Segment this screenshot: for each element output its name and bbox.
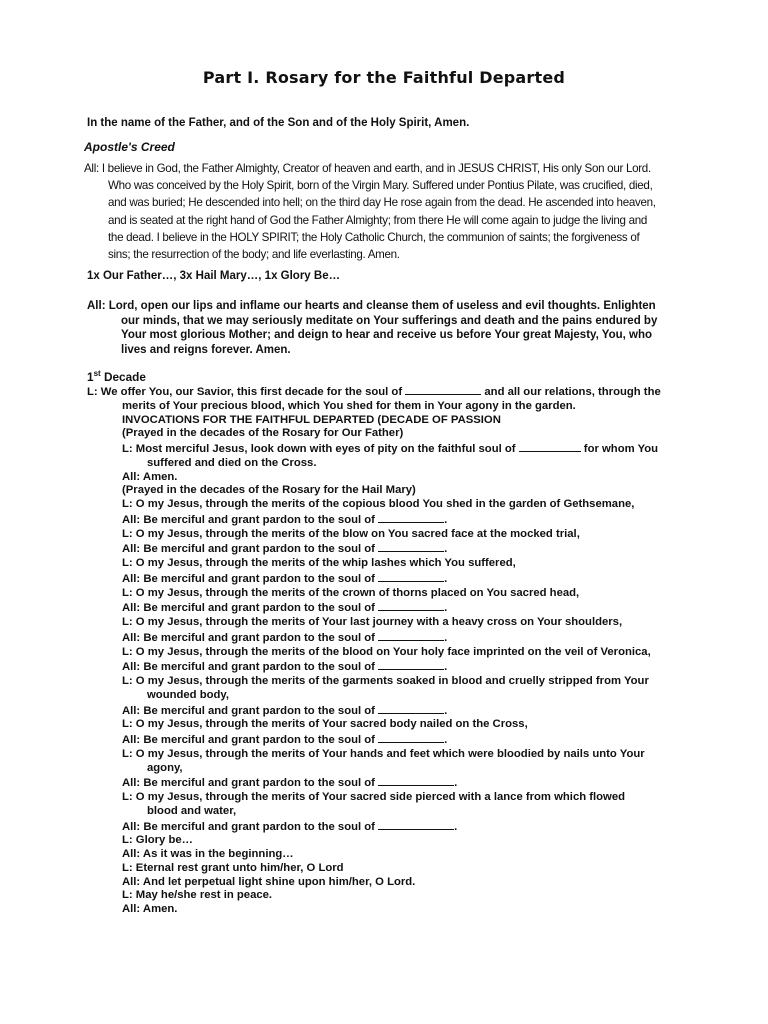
invocation-line: L: O my Jesus, through the merits of the copious blood You shed in the garden of Gethsemane, xyxy=(122,498,635,510)
invocation-line-cont: agony, xyxy=(147,761,183,774)
creed-line: and is seated at the right hand of God the Father Almighty; from there He will come again to judge the living and xyxy=(108,213,648,227)
name-blank xyxy=(378,819,454,830)
merciful-line: L: Most merciful Jesus, look down with eyes of pity on the faithful soul of for whom You xyxy=(122,443,659,455)
response-line: All: Be merciful and grant pardon to the soul of . xyxy=(122,820,458,833)
invocation-line-cont: wounded body, xyxy=(147,688,229,701)
offer-line: L: We offer You, our Savior, this first decade for the soul of and all our relations, through the xyxy=(87,386,661,398)
name-blank xyxy=(378,541,444,552)
creed-line: Who was conceived by the Holy Spirit, born of the Virgin Mary. Suffered under Pontius Pilate, was crucified, died, xyxy=(108,179,653,193)
intro-line: In the name of the Father, and of the Son and of the Holy Spirit, Amen. xyxy=(87,117,470,129)
response-line: All: Be merciful and grant pardon to the soul of . xyxy=(122,661,448,674)
name-blank xyxy=(378,630,444,641)
invocation-line: L: O my Jesus, through the merits of Your last journey with a heavy cross on Your shoulders, xyxy=(122,616,623,628)
response-line: All: Be merciful and grant pardon to the soul of . xyxy=(122,543,448,556)
response-line: All: Be merciful and grant pardon to the soul of . xyxy=(122,513,448,526)
closing-line: L: Eternal rest grant unto him/her, O Lord xyxy=(122,861,344,874)
opening-line: All: Lord, open our lips and inflame our hearts and cleanse them of useless and evil thoughts. Enlighten xyxy=(87,300,656,312)
opening-prayer xyxy=(87,299,712,357)
name-blank xyxy=(378,659,444,670)
creed-line: All: I believe in God, the Father Almighty, Creator of heaven and earth, and in JESUS CHRIST, His only Son our Lord. xyxy=(84,162,651,175)
response-line: All: Be merciful and grant pardon to the soul of . xyxy=(122,631,448,644)
invocation-line: L: O my Jesus, through the merits of Your sacred side pierced with a lance from which flowed xyxy=(122,791,626,803)
apostles-creed-text xyxy=(84,160,702,263)
closing-line: L: May he/she rest in peace. xyxy=(122,889,273,902)
invocation-line: L: O my Jesus, through the merits of Your sacred body nailed on the Cross, xyxy=(122,718,528,731)
opening-line: lives and reigns forever. Amen. xyxy=(121,343,291,356)
closing-line: All: As it was in the beginning… xyxy=(122,848,294,860)
merciful-line-cont: suffered and died on the Cross. xyxy=(147,456,317,469)
invocation-line: L: O my Jesus, through the merits of Your hands and feet which were bloodied by nails unto Your xyxy=(122,747,645,760)
page-title: Part I. Rosary for the Faithful Departed xyxy=(202,68,566,87)
invocation-line: L: O my Jesus, through the merits of the blow on You sacred face at the mocked trial, xyxy=(122,527,580,540)
note-hail-mary: (Prayed in the decades of the Rosary for the Hail Mary) xyxy=(122,484,416,497)
name-blank xyxy=(405,384,481,395)
name-blank xyxy=(378,775,454,786)
prayers-count-line: 1x Our Father…, 3x Hail Mary…, 1x Glory Be… xyxy=(87,270,341,282)
creed-line: the dead. I believe in the HOLY SPIRIT; the Holy Catholic Church, the communion of saints; the forgiveness of xyxy=(108,230,640,244)
amen-line: All: Amen. xyxy=(122,470,178,483)
creed-heading: Apostle's Creed xyxy=(84,140,175,154)
closing-line: L: Glory be… xyxy=(122,834,193,847)
closing-line: All: Amen. xyxy=(122,903,178,915)
response-line: All: Be merciful and grant pardon to the soul of . xyxy=(122,777,458,790)
invocation-line: L: O my Jesus, through the merits of the crown of thorns placed on You sacred head, xyxy=(122,586,580,599)
name-blank xyxy=(378,571,444,582)
opening-line: Your most glorious Mother; and deign to hear and receive us before Your great Majesty, You, who xyxy=(121,329,653,342)
decade-heading: 1st Decade xyxy=(87,369,146,384)
invocations-heading: INVOCATIONS FOR THE FAITHFUL DEPARTED (DECADE OF PASSION xyxy=(122,413,501,426)
closing-line: All: And let perpetual light shine upon him/her, O Lord. xyxy=(122,875,416,888)
response-line: All: Be merciful and grant pardon to the soul of . xyxy=(122,734,448,746)
response-line: All: Be merciful and grant pardon to the soul of . xyxy=(122,602,448,615)
name-blank xyxy=(378,512,444,523)
name-blank xyxy=(378,732,444,743)
invocation-line-cont: blood and water, xyxy=(147,804,237,817)
name-blank xyxy=(378,600,444,611)
name-blank xyxy=(378,703,444,714)
invocation-line: L: O my Jesus, through the merits of the whip lashes which You suffered, xyxy=(122,557,516,569)
decade-body xyxy=(87,384,712,917)
offer-line-cont: merits of Your precious blood, which You shed for them in Your agony in the garden. xyxy=(122,399,576,412)
response-line: All: Be merciful and grant pardon to the soul of . xyxy=(122,572,448,585)
opening-line: our minds, that we may seriously meditate on Your sufferings and death and the pains endured by xyxy=(121,314,658,327)
invocation-line: L: O my Jesus, through the merits of the blood on Your holy face imprinted on the veil of Veronica, xyxy=(122,645,651,658)
note-our-father: (Prayed in the decades of the Rosary for Our Father) xyxy=(122,427,404,440)
response-line: All: Be merciful and grant pardon to the soul of . xyxy=(122,704,448,717)
name-blank xyxy=(519,441,581,452)
creed-line: and was buried; He descended into hell; on the third day He rose again from the dead. He ascended into heaven, xyxy=(108,196,656,210)
creed-line: sins; the resurrection of the body; and life everlasting. Amen. xyxy=(108,248,400,262)
invocation-line: L: O my Jesus, through the merits of the garments soaked in blood and cruelly stripped from Your xyxy=(122,675,649,687)
